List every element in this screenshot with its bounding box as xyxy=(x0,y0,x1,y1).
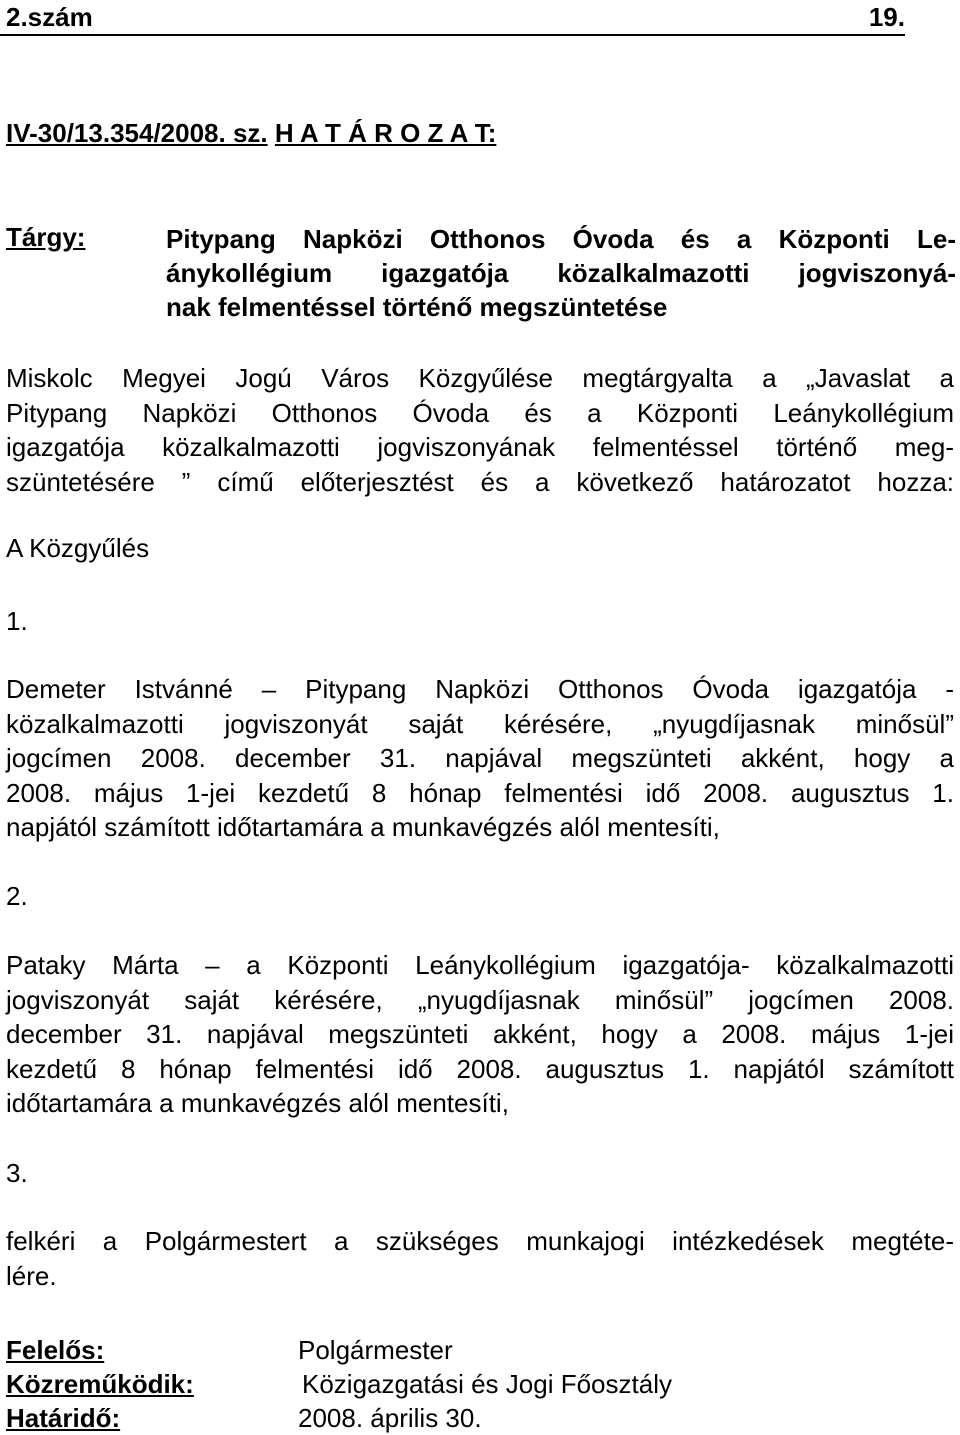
item-line: december 31. napjával megszünteti akként, hogy a 2008. május 1-jei xyxy=(6,1019,954,1049)
intro-line: Pitypang Napközi Otthonos Óvoda és a Központi Leánykollégium xyxy=(6,397,954,428)
page-number: 19. xyxy=(868,2,905,32)
intro-line: Miskolc Megyei Jogú Város Közgyűlése megtárgyalta a „Javaslat a xyxy=(6,363,954,393)
resolution-title: H A T Á R O Z A T: xyxy=(274,118,497,148)
issue-number: 2.szám xyxy=(6,2,93,32)
subject-text xyxy=(166,222,956,324)
deadline-label: Határidő: xyxy=(6,1403,121,1433)
subject-line: nak felmentéssel történő megszüntetése xyxy=(166,292,668,322)
intro-line: igazgatója közalkalmazotti jogviszonyának felmentéssel történő meg- xyxy=(6,432,954,462)
item-number: 3. xyxy=(6,1158,28,1188)
item-line: Demeter Istvánné – Pitypang Napközi Otthonos Óvoda igazgatója - xyxy=(6,674,954,704)
subject-label: Tárgy: xyxy=(6,222,86,252)
item-line: Pataky Márta – a Központi Leánykollégium igazgatója- közalkalmazotti xyxy=(6,950,954,980)
item-number: 2. xyxy=(6,881,28,911)
item-paragraph xyxy=(6,948,954,1121)
item-line: kezdetű 8 hónap felmentési idő 2008. augusztus 1. napjától számított xyxy=(6,1053,954,1084)
page-header xyxy=(0,0,905,36)
subject-line: Pitypang Napközi Otthonos Óvoda és a Központi Le- xyxy=(166,224,956,254)
item-line: lére. xyxy=(6,1260,57,1291)
item-line: napjától számított időtartamára a munkavégzés alól mentesíti, xyxy=(6,812,720,842)
reference-number: IV-30/13.354/2008. sz. xyxy=(6,118,268,148)
item-number: 1. xyxy=(6,606,28,636)
item-line: jogviszonyát saját kérésére, „nyugdíjasnak minősül” jogcímen 2008. xyxy=(6,984,954,1015)
item-line: jogcímen 2008. december 31. napjával megszünteti akként, hogy a xyxy=(6,743,954,773)
item-line: közalkalmazotti jogviszonyát saját kérésére, „nyugdíjasnak minősül” xyxy=(6,708,954,739)
signature-block xyxy=(6,1333,946,1435)
intro-paragraph xyxy=(6,361,954,499)
deadline-value: 2008. április 30. xyxy=(298,1403,482,1433)
item-line: időtartamára a munkavégzés alól mentesíti, xyxy=(6,1088,509,1118)
item-paragraph xyxy=(6,1224,954,1293)
contributor-value: Közigazgatási és Jogi Főosztály xyxy=(302,1369,672,1399)
subject-line: ánykollégium igazgatója közalkalmazotti jogviszonyá- xyxy=(166,258,956,288)
item-paragraph xyxy=(6,672,954,845)
resolution-heading xyxy=(6,118,496,149)
contributor-row xyxy=(6,1367,946,1401)
item-line: felkéri a Polgármestert a szükséges munkajogi intézkedések megtéte- xyxy=(6,1226,954,1256)
item-line: 2008. május 1-jei kezdetű 8 hónap felmentési idő 2008. augusztus 1. xyxy=(6,777,954,808)
responsible-value: Polgármester xyxy=(298,1335,453,1365)
assembly-label: A Közgyűlés xyxy=(6,533,150,563)
intro-line: szüntetésére ” című előterjesztést és a következő határozatot hozza: xyxy=(6,466,954,497)
responsible-label: Felelős: xyxy=(6,1335,105,1365)
deadline-row xyxy=(6,1401,946,1435)
responsible-row xyxy=(6,1333,946,1367)
contributor-label: Közreműködik: xyxy=(6,1369,194,1399)
